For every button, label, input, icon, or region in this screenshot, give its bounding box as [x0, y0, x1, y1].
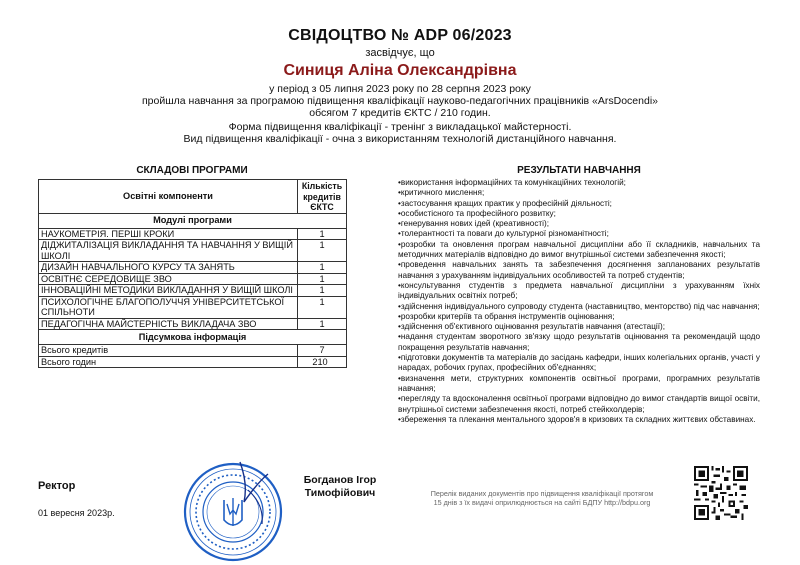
list-item: •збереження та плекання ментального здоров'я в кризових та складних життєвих обставинах.: [398, 414, 756, 424]
module-name: ОСВІТНЄ СЕРЕДОВИЩЕ ЗВО: [39, 273, 298, 285]
table-row: [39, 318, 347, 330]
info-volume: обсягом 7 кредитів ЄКТС / 210 годин.: [309, 107, 491, 119]
rector-label: Ректор: [38, 480, 76, 492]
total-credits-value: 7: [298, 345, 347, 357]
module-name: ПЕДАГОГІЧНА МАЙСТЕРНІСТЬ ВИКЛАДАЧА ЗВО: [39, 318, 298, 330]
module-credits: 1: [298, 262, 347, 274]
module-name: ДІДЖИТАЛІЗАЦІЯ ВИКЛАДАННЯ ТА НАВЧАННЯ У ВИЩІЙ ШКОЛІ: [39, 240, 298, 262]
list-item: •визначення мети, структурних компонентів освітньої програми, програмних результатів навчання;: [398, 373, 760, 393]
verification-note: [418, 489, 666, 507]
table-row: [39, 285, 347, 297]
module-name: ПСИХОЛОГІЧНЕ БЛАГОПОЛУЧЧЯ УНІВЕРСИТЕТСЬКОЇ СПІЛЬНОТИ: [39, 296, 298, 318]
table-row: [39, 296, 347, 318]
official-stamp-icon: [178, 454, 288, 564]
program-section-title: СКЛАДОВІ ПРОГРАМИ: [136, 165, 248, 176]
table-row: [39, 228, 347, 240]
info-type: Вид підвищення кваліфікації - очна з використанням технологій дистанційного навчання.: [183, 133, 617, 145]
modules-subheader-row: [39, 213, 347, 228]
table-row: [39, 240, 347, 262]
col-credits-header: Кількість кредитів ЄКТС: [298, 180, 347, 214]
list-item: •здійснення об'єктивного оцінювання результатів навчання (атестації);: [398, 322, 666, 332]
list-item: •консультування студентів з предмета навчальної дисципліни з урахуванням їхніх індивідуальних освітніх потреб;: [398, 280, 760, 301]
info-program: пройшла навчання за програмою підвищення кваліфікації науково-педагогічних працівників «ArsDocendi»: [141, 95, 659, 107]
module-credits: 1: [298, 318, 347, 330]
info-form: Форма підвищення кваліфікації - тренінг з викладацької майстерності.: [228, 121, 572, 133]
list-item: •генерування нових ідей (креативності);: [398, 219, 549, 229]
list-item: •застосування кращих практик у професійній діяльності;: [398, 198, 612, 208]
total-hours-label: Всього годин: [39, 356, 298, 368]
qr-code-icon: [694, 466, 748, 520]
list-item: •розробки та оновлення програм навчальної дисципліни або її складників, навчальних та методичних матеріалів відповідно до вимог внутрішньої системи забезпечення якості;: [398, 239, 760, 260]
list-item: •підготовки документів та матеріалів до засідань кафедри, інших колегіальних органів, участі у нарадах, робочих групах, професійних об'єднаннях;: [398, 353, 760, 373]
table-header-row: [39, 180, 347, 214]
total-hours-value: 210: [298, 356, 347, 368]
list-item: •надання студентам зворотного зв'язку щодо результатів оцінювання та рекомендацій щодо покращення результатів навчання;: [398, 332, 760, 352]
col-components-header: Освітні компоненти: [39, 180, 298, 214]
results-list: [398, 178, 760, 425]
program-table: [38, 179, 347, 368]
module-credits: 1: [298, 296, 347, 318]
total-credits-label: Всього кредитів: [39, 345, 298, 357]
info-period: у період з 05 липня 2023 року по 28 серпня 2023 року: [269, 83, 531, 95]
verification-line2: 15 днів з їх видачі оприлюднюється на сайті БДПУ http://bdpu.org: [433, 498, 651, 507]
table-row: [39, 356, 347, 368]
list-item: •здійснення індивідуального супроводу студента (наставництво, менторство) під час навчання;: [398, 301, 760, 311]
verification-line1: Перелік виданих документів про підвищення кваліфікації протягом: [430, 489, 654, 498]
rector-name-line1: Богданов Ігор: [303, 474, 377, 486]
module-credits: 1: [298, 285, 347, 297]
list-item: •використання інформаційних та комунікаційних технологій;: [398, 178, 626, 187]
list-item: •перегляду та вдосконалення освітньої програми відповідно до вимог стандартів вищої освіти, внутрішньої системи забезпечення якості, потреб стейкхолдерів;: [398, 394, 760, 414]
module-credits: 1: [298, 273, 347, 285]
certificate-title: СВІДОЦТВО № ADP 06/2023: [288, 27, 512, 44]
module-name: ДИЗАЙН НАВЧАЛЬНОГО КУРСУ ТА ЗАНЯТЬ: [39, 262, 298, 274]
summary-title: Підсумкова інформація: [39, 330, 347, 345]
rector-name: [290, 474, 390, 500]
table-row: [39, 345, 347, 357]
attests-text: засвідчує, що: [365, 47, 435, 59]
recipient-name: Синиця Аліна Олександрівна: [283, 62, 517, 79]
table-row: [39, 262, 347, 274]
list-item: •особистісного та професійного розвитку;: [398, 208, 556, 218]
results-section-title: РЕЗУЛЬТАТИ НАВЧАННЯ: [517, 165, 641, 176]
list-item: •розробки критеріїв та обрання інструментів оцінювання;: [398, 311, 615, 321]
list-item: •проведення навчальних занять та забезпечення досягнення запланованих результатів навчання з урахуванням індивідуальних особливостей та потреб студентів;: [398, 260, 760, 280]
issue-date: 01 вересня 2023р.: [38, 508, 115, 518]
module-credits: 1: [298, 228, 347, 240]
list-item: •критичного мислення;: [398, 188, 485, 198]
module-credits: 1: [298, 240, 347, 262]
table-row: [39, 273, 347, 285]
module-name: НАУКОМЕТРІЯ. ПЕРШІ КРОКИ: [39, 228, 298, 240]
module-name: ІННОВАЦІЙНІ МЕТОДИКИ ВИКЛАДАННЯ У ВИЩІЙ ШКОЛІ: [39, 285, 298, 297]
modules-title: Модулі програми: [39, 213, 347, 228]
list-item: •толерантності та поваги до культурної різноманітності;: [398, 229, 609, 239]
rector-name-line2: Тимофійович: [304, 487, 376, 499]
summary-subheader-row: [39, 330, 347, 345]
